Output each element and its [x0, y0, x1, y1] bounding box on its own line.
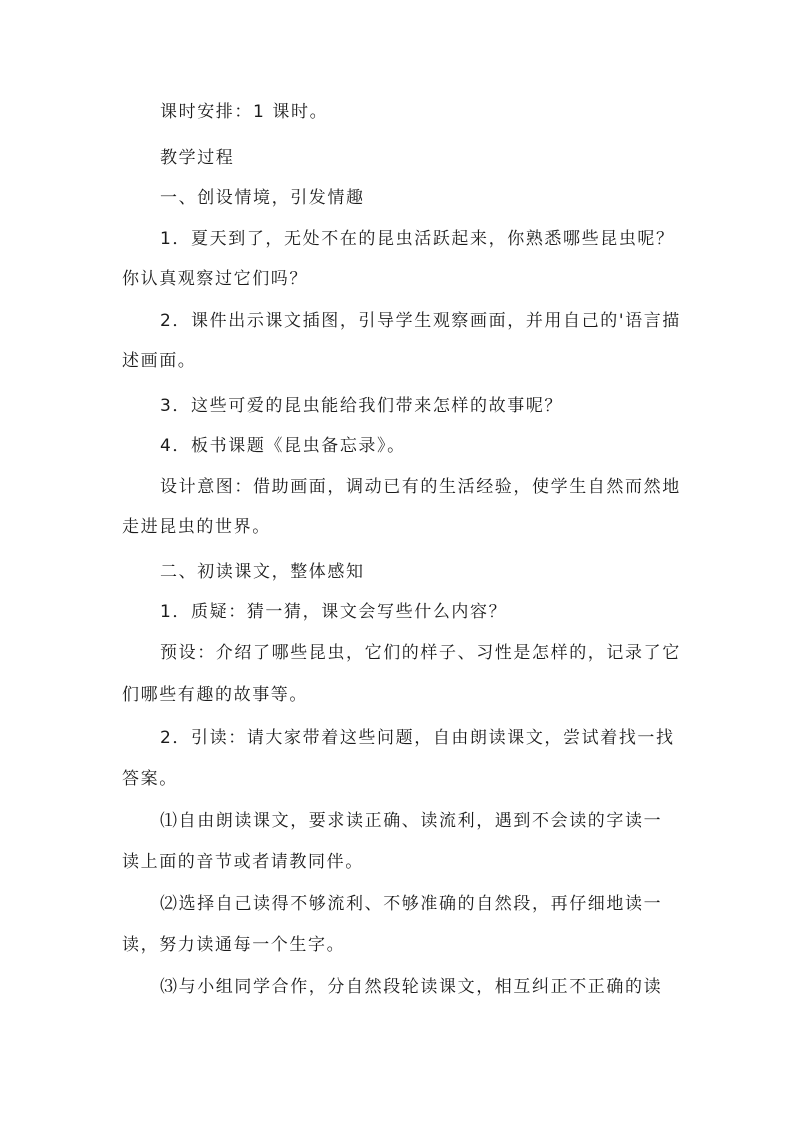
paragraph-line: 述画面。: [122, 351, 197, 371]
section-heading-process: 教学过程: [160, 148, 235, 168]
paragraph-line: 3．这些可爱的昆虫能给我们带来怎样的故事呢？: [160, 396, 564, 416]
paragraph-line: 们哪些有趣的故事等。: [122, 685, 308, 705]
paragraph-line: 1．质疑：猜一猜，课文会写些什么内容？: [160, 602, 508, 622]
section-heading-one: 一、创设情境，引发情趣: [160, 188, 365, 208]
paragraph-line: 预设：介绍了哪些昆虫，它们的样子、习性是怎样的，记录了它: [160, 643, 681, 663]
paragraph-line: ⑶与小组同学合作，分自然段轮读课文，相互纠正不正确的读: [160, 977, 663, 997]
paragraph-line: 2．引读：请大家带着这些问题，自由朗读课文，尝试着找一找: [160, 728, 675, 748]
paragraph-line: 读，努力读通每一个生字。: [122, 935, 346, 955]
paragraph-line: 2．课件出示课文插图，引导学生观察画面，并用自己的'语言描: [160, 311, 681, 331]
paragraph-line: ⑴自由朗读课文，要求读正确、读流利，遇到不会读的字读一: [160, 811, 663, 831]
paragraph-line: 1．夏天到了，无处不在的昆虫活跃起来，你熟悉哪些昆虫呢？: [160, 229, 675, 249]
paragraph-line: 读上面的音节或者请教同伴。: [122, 852, 364, 872]
schedule-line: 课时安排：1 课时。: [160, 102, 329, 122]
paragraph-line: 答案。: [122, 769, 178, 789]
section-heading-two: 二、初读课文，整体感知: [160, 562, 365, 582]
paragraph-line: ⑵选择自己读得不够流利、不够准确的自然段，再仔细地读一: [160, 894, 663, 914]
paragraph-line: 走进昆虫的世界。: [122, 517, 271, 537]
paragraph-line: 设计意图：借助画面，调动已有的生活经验，使学生自然而然地: [160, 477, 681, 497]
paragraph-line: 4．板书课题《昆虫备忘录》。: [160, 436, 406, 456]
paragraph-line: 你认真观察过它们吗？: [122, 269, 308, 289]
